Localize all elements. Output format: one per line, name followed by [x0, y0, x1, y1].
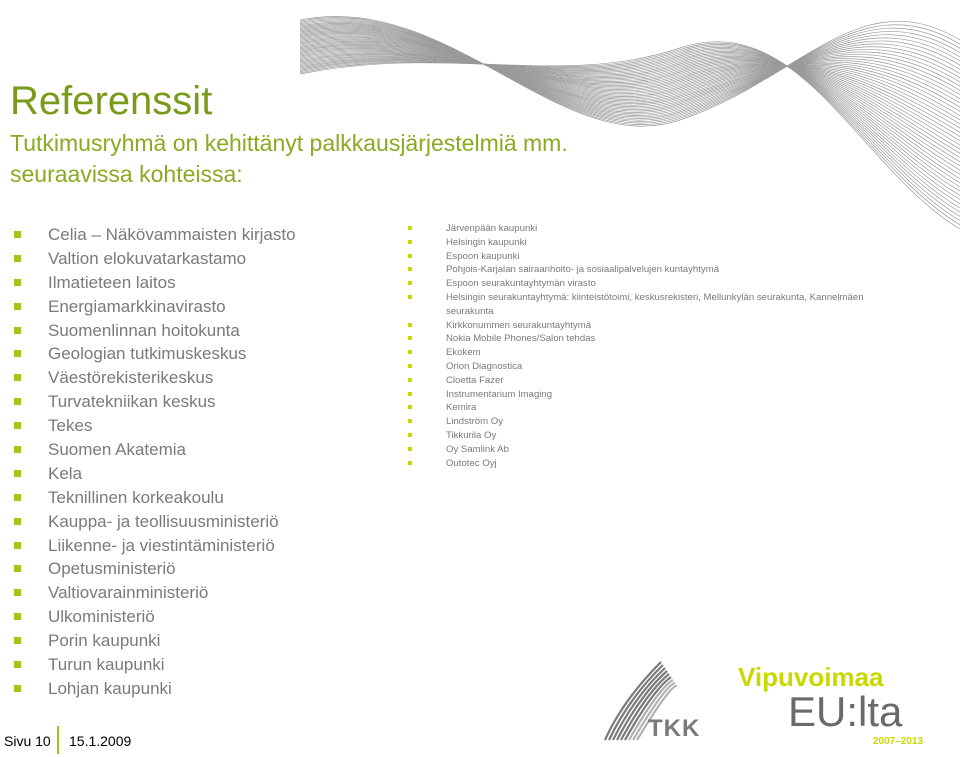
- list-item-label: Tikkurila Oy: [446, 429, 497, 441]
- square-bullet-icon: [14, 518, 21, 525]
- page-number-label: Sivu 10: [4, 733, 51, 749]
- square-bullet-icon: [14, 637, 21, 644]
- reference-list-right: [406, 222, 866, 470]
- list-item: [12, 486, 296, 510]
- list-item: [406, 457, 866, 471]
- vipuvoimaa-logo-years: 2007–2013: [873, 736, 924, 747]
- square-bullet-icon: [408, 336, 412, 340]
- list-item-label: Espoon kaupunki: [446, 250, 520, 262]
- list-item-label: Orion Diagnostica: [446, 360, 523, 372]
- square-bullet-icon: [14, 542, 21, 549]
- list-item: [406, 360, 866, 374]
- square-bullet-icon: [408, 267, 412, 271]
- square-bullet-icon: [408, 240, 412, 244]
- footer-divider: [57, 726, 59, 754]
- square-bullet-icon: [408, 447, 412, 451]
- square-bullet-icon: [14, 685, 21, 692]
- list-item-label: Instrumentarium Imaging: [446, 388, 553, 400]
- list-item-label: Suomenlinnan hoitokunta: [48, 320, 240, 340]
- square-bullet-icon: [14, 255, 21, 262]
- list-item: [12, 677, 296, 701]
- square-bullet-icon: [14, 422, 21, 429]
- list-item: [12, 438, 296, 462]
- list-item-label: Valtiovarainministeriö: [48, 583, 209, 603]
- list-item-label: Suomen Akatemia: [48, 440, 186, 460]
- list-item: [12, 271, 296, 295]
- square-bullet-icon: [14, 398, 21, 405]
- square-bullet-icon: [408, 226, 412, 230]
- list-item: [12, 319, 296, 343]
- square-bullet-icon: [408, 461, 412, 465]
- square-bullet-icon: [408, 323, 412, 327]
- list-item: [406, 374, 866, 388]
- square-bullet-icon: [408, 364, 412, 368]
- list-item-label: Kela: [48, 463, 83, 483]
- list-item-label: Pohjois-Karjalan sairaanhoito- ja sosiaalipalvelujen kuntayhtymä: [446, 264, 720, 276]
- list-item: [12, 390, 296, 414]
- list-item-label: Valtion elokuvatarkastamo: [48, 248, 247, 268]
- square-bullet-icon: [14, 613, 21, 620]
- list-item-label: Kemira: [446, 402, 477, 414]
- list-item-label: Helsingin kaupunki: [446, 236, 527, 248]
- vipuvoimaa-logo-eu: EU:lta: [788, 688, 903, 735]
- list-item-label: Lindström Oy: [446, 416, 504, 428]
- list-item: [406, 319, 866, 333]
- decorative-wave-lines: [300, 0, 960, 230]
- list-item-label: Oy Samlink Ab: [446, 443, 509, 455]
- list-item: [12, 510, 296, 534]
- footer-date: 15.1.2009: [69, 733, 132, 749]
- list-item: [12, 295, 296, 319]
- list-item-label: Järvenpään kaupunki: [446, 223, 538, 234]
- square-bullet-icon: [408, 392, 412, 396]
- list-item-label: Helsingin seurakuntayhtymä: kiinteistötoimi, keskusrekisteri, Mellunkylän seurakunta, Kannelmäen seurakunta: [446, 291, 864, 317]
- list-item-label: Turun kaupunki: [48, 655, 165, 675]
- list-item-label: Ekokem: [446, 347, 481, 359]
- list-item: [406, 429, 866, 443]
- list-item-label: Geologian tutkimuskeskus: [48, 344, 247, 364]
- list-item-label: Opetusministeriö: [48, 559, 176, 579]
- list-item: [12, 414, 296, 438]
- list-item: [406, 443, 866, 457]
- list-item-label: Teknillinen korkeakoulu: [48, 487, 224, 507]
- list-item: [12, 581, 296, 605]
- list-item-label: Ulkoministeriö: [48, 607, 155, 627]
- list-item-label: Liikenne- ja viestintäministeriö: [48, 535, 275, 555]
- square-bullet-icon: [408, 295, 412, 299]
- list-item: [12, 653, 296, 677]
- square-bullet-icon: [14, 494, 21, 501]
- square-bullet-icon: [14, 350, 21, 357]
- slide-title: Referenssit: [10, 79, 213, 123]
- list-item: [406, 291, 866, 319]
- square-bullet-icon: [408, 378, 412, 382]
- square-bullet-icon: [14, 374, 21, 381]
- list-item-label: Ilmatieteen laitos: [48, 272, 176, 292]
- list-item: [12, 342, 296, 366]
- list-item-label: Turvatekniikan keskus: [48, 392, 216, 412]
- list-item: [12, 629, 296, 653]
- list-item: [12, 366, 296, 390]
- square-bullet-icon: [14, 279, 21, 286]
- list-item-label: Outotec Oyj: [446, 457, 497, 469]
- square-bullet-icon: [408, 433, 412, 437]
- list-item: [12, 534, 296, 558]
- list-item-label: Celia – Näkövammaisten kirjasto: [48, 225, 296, 244]
- list-item: [12, 247, 296, 271]
- list-item-label: Tekes: [48, 416, 93, 436]
- square-bullet-icon: [408, 405, 412, 409]
- list-item: [12, 605, 296, 629]
- list-item-label: Porin kaupunki: [48, 631, 161, 651]
- list-item-label: Cloetta Fazer: [446, 374, 504, 386]
- square-bullet-icon: [408, 350, 412, 354]
- square-bullet-icon: [408, 281, 412, 285]
- square-bullet-icon: [14, 661, 21, 668]
- list-item: [12, 557, 296, 581]
- list-item: [406, 250, 866, 264]
- square-bullet-icon: [14, 470, 21, 477]
- square-bullet-icon: [14, 327, 21, 334]
- list-item: [406, 388, 866, 402]
- square-bullet-icon: [408, 254, 412, 258]
- list-item: [406, 332, 866, 346]
- list-item: [12, 462, 296, 486]
- square-bullet-icon: [14, 446, 21, 453]
- reference-list-left: [12, 223, 296, 701]
- list-item-label: Energiamarkkinavirasto: [48, 296, 226, 316]
- list-item: [406, 236, 866, 250]
- list-item: [12, 223, 296, 247]
- list-item-label: Nokia Mobile Phones/Salon tehdas: [446, 333, 596, 345]
- slide-subtitle: Tutkimusryhmä on kehittänyt palkkausjärjestelmiä mm. seuraavissa kohteissa:: [10, 130, 568, 187]
- list-item-label: Lohjan kaupunki: [48, 678, 172, 698]
- list-item-label: Espoon seurakuntayhtymän virasto: [446, 278, 596, 290]
- list-item: [406, 263, 866, 277]
- list-item: [406, 401, 866, 415]
- square-bullet-icon: [14, 565, 21, 572]
- list-item-label: Kauppa- ja teollisuusministeriö: [48, 511, 279, 531]
- square-bullet-icon: [14, 589, 21, 596]
- list-item: [406, 346, 866, 360]
- list-item: [406, 415, 866, 429]
- square-bullet-icon: [14, 303, 21, 310]
- list-item: [406, 277, 866, 291]
- list-item-label: Väestörekisterikeskus: [48, 368, 214, 388]
- tkk-logo-text: TKK: [648, 715, 701, 742]
- list-item: [406, 222, 866, 236]
- vipuvoimaa-logo-title: Vipuvoimaa: [738, 662, 884, 692]
- square-bullet-icon: [14, 231, 21, 238]
- list-item-label: Kirkkonummen seurakuntayhtymä: [446, 319, 592, 331]
- square-bullet-icon: [408, 419, 412, 423]
